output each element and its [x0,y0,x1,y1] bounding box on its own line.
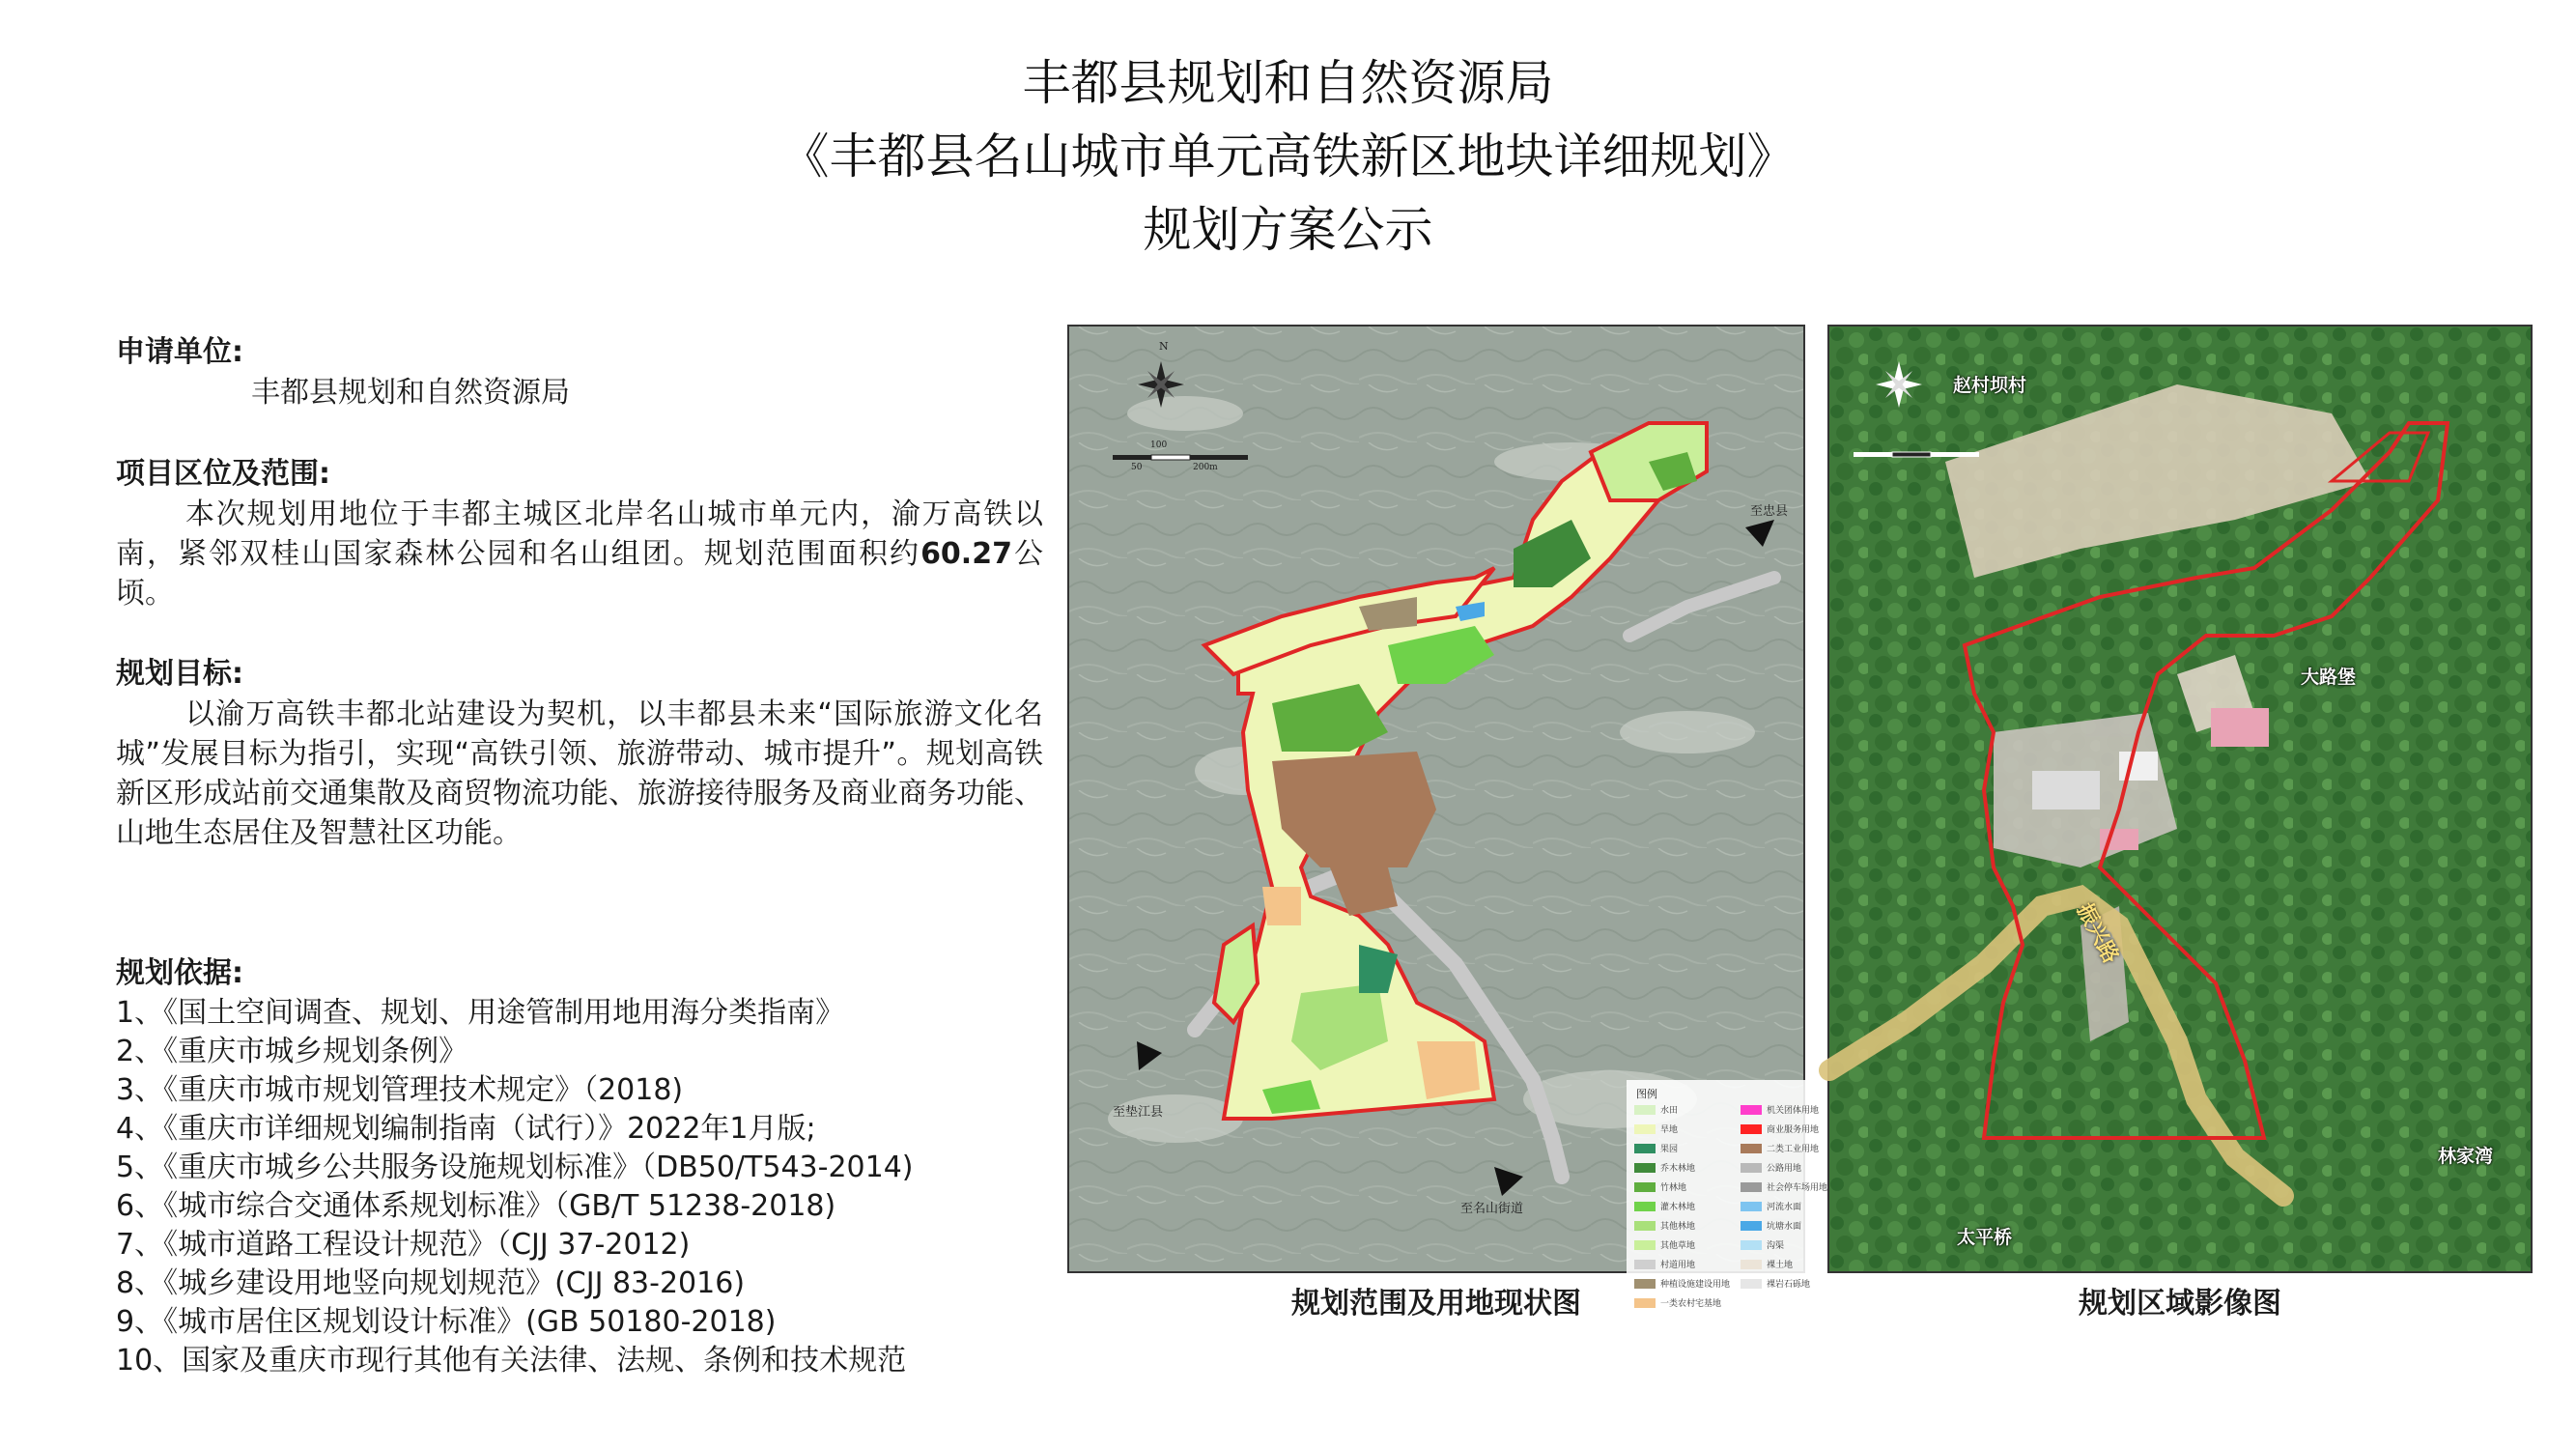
basis-item: 10、国家及重庆市现行其他有关法律、法规、条例和技术规范 [116,1344,907,1378]
basis-item: 4、《重庆市详细规划编制指南（试行）》2022年1月版; [116,1112,816,1146]
legend-item: 种植设施建设用地 [1634,1277,1741,1290]
legend-swatch [1741,1182,1762,1192]
basis-item: 8、《城乡建设用地竖向规划规范》(CJJ 83-2016) [116,1266,746,1300]
legend-item: 一类农村宅基地 [1634,1296,1741,1309]
basis-item: 3、《重庆市城市规划管理技术规定》（2018) [116,1073,684,1107]
legend-swatch [1634,1163,1656,1173]
basis-heading: 规划依据: [116,956,243,990]
location-text [116,495,1043,613]
scale-bar [1113,455,1248,460]
page-title [0,46,2576,267]
label-to-mingshan: 至名山街道 [1460,1202,1524,1216]
legend-swatch [1634,1202,1656,1211]
scale-mid-label: 100 [1150,440,1168,450]
description-column [116,332,1043,1380]
legend-item: 商业服务用地 [1741,1122,1847,1135]
legend-item: 竹林地 [1634,1180,1741,1193]
legend-swatch [1741,1124,1762,1134]
applicant-value: 丰都县规划和自然资源局 [251,376,570,410]
legend-item: 二类工业用地 [1741,1142,1847,1154]
area-unit: 公顷。 [116,537,1044,611]
legend-item: 裸土地 [1741,1258,1847,1270]
title-notice: 规划方案公示 [1143,202,1433,258]
basis-item: 9、《城市居住区规划设计标准》(GB 50180-2018) [116,1305,777,1339]
legend-item: 旱地 [1634,1122,1741,1135]
legend-title: 图例 [1636,1089,1657,1100]
scale-right-label: 200m [1193,463,1218,472]
label-linjiawan: 林家湾 [2438,1146,2494,1167]
legend-swatch [1634,1124,1656,1134]
label-dalubao: 大路堡 [2301,667,2357,688]
basis-item: 6、《城市综合交通体系规划标准》（GB/T 51238-2018) [116,1189,836,1223]
legend-item: 其他林地 [1634,1219,1741,1232]
label-zhaocunba: 赵村坝村 [1953,375,2027,396]
legend-item: 沟渠 [1741,1238,1847,1251]
legend-swatch [1634,1240,1656,1250]
north-label: N [1159,340,1169,353]
legend-swatch [1741,1163,1762,1173]
location-heading: 项目区位及范围: [116,457,330,491]
legend-swatch [1634,1105,1656,1115]
goal-text: 以渝万高铁丰都北站建设为契机，以丰都县未来“国际旅游文化名城”发展目标为指引，实现“高铁引领、旅游带动、城市提升”。规划高铁新区形成站前交通集散及商贸物流功能、旅游接待服务及商业商务功能、山地生态居住及智慧社区功能。 [116,697,1043,850]
legend-item: 坑塘水面 [1741,1219,1847,1232]
basis-item: 2、《重庆市城乡规划条例》 [116,1035,468,1068]
label-to-dianjiang: 至垫江县 [1113,1105,1164,1120]
location-text-main: 本次规划用地位于丰都主城区北岸名山城市单元内，渝万高铁以南，紧邻双桂山国家森林公园和名山组团。规划范围面积约 [116,497,1043,571]
legend-swatch [1634,1144,1656,1153]
label-zhenxing-road: 振兴路 [2071,899,2123,968]
legend-swatch [1741,1240,1762,1250]
legend-swatch [1741,1260,1762,1269]
legend-swatch [1634,1182,1656,1192]
legend-swatch [1634,1260,1656,1269]
legend-item: 河流水面 [1741,1200,1847,1212]
legend-swatch [1741,1202,1762,1211]
applicant-heading: 申请单位: [116,335,243,369]
area-value: 60.27 [920,537,1012,571]
legend-item: 村道用地 [1634,1258,1741,1270]
basis-item: 7、《城市道路工程设计规范》（CJJ 37-2012) [116,1228,691,1262]
legend-item: 水田 [1634,1103,1741,1116]
legend-item: 机关团体用地 [1741,1103,1847,1116]
satellite-map [1827,325,2533,1273]
legend-item: 裸岩石砾地 [1741,1277,1847,1290]
label-taipingqiao: 太平桥 [1957,1227,2013,1248]
land-use-map-caption: 规划范围及用地现状图 [1291,1287,1581,1321]
basis-list [116,994,1043,1380]
legend-item: 灌木林地 [1634,1200,1741,1212]
scale-left-label: 50 [1131,463,1143,472]
label-to-zhongxian: 至忠县 [1750,504,1789,519]
legend-item: 社会停车场用地 [1741,1180,1847,1193]
title-authority: 丰都县规划和自然资源局 [1022,55,1554,111]
legend-swatch [1741,1105,1762,1115]
basis-item: 1、《国土空间调查、规划、用途管制用地用海分类指南》 [116,996,845,1030]
goal-heading: 规划目标: [116,657,243,691]
legend-item: 果园 [1634,1142,1741,1154]
legend-item: 公路用地 [1741,1161,1847,1174]
scale-bar-satellite [1854,452,1979,457]
basis-item: 5、《重庆市城乡公共服务设施规划标准》（DB50/T543-2014) [116,1151,914,1184]
legend-item: 其他草地 [1634,1238,1741,1251]
title-plan-name: 《丰都县名山城市单元高铁新区地块详细规划》 [780,128,1796,185]
satellite-drawing [1829,327,2531,1271]
legend-swatch [1741,1144,1762,1153]
legend-item: 乔木林地 [1634,1161,1741,1174]
legend-swatch [1741,1221,1762,1231]
legend-swatch [1634,1221,1656,1231]
satellite-map-caption: 规划区域影像图 [2079,1287,2281,1321]
